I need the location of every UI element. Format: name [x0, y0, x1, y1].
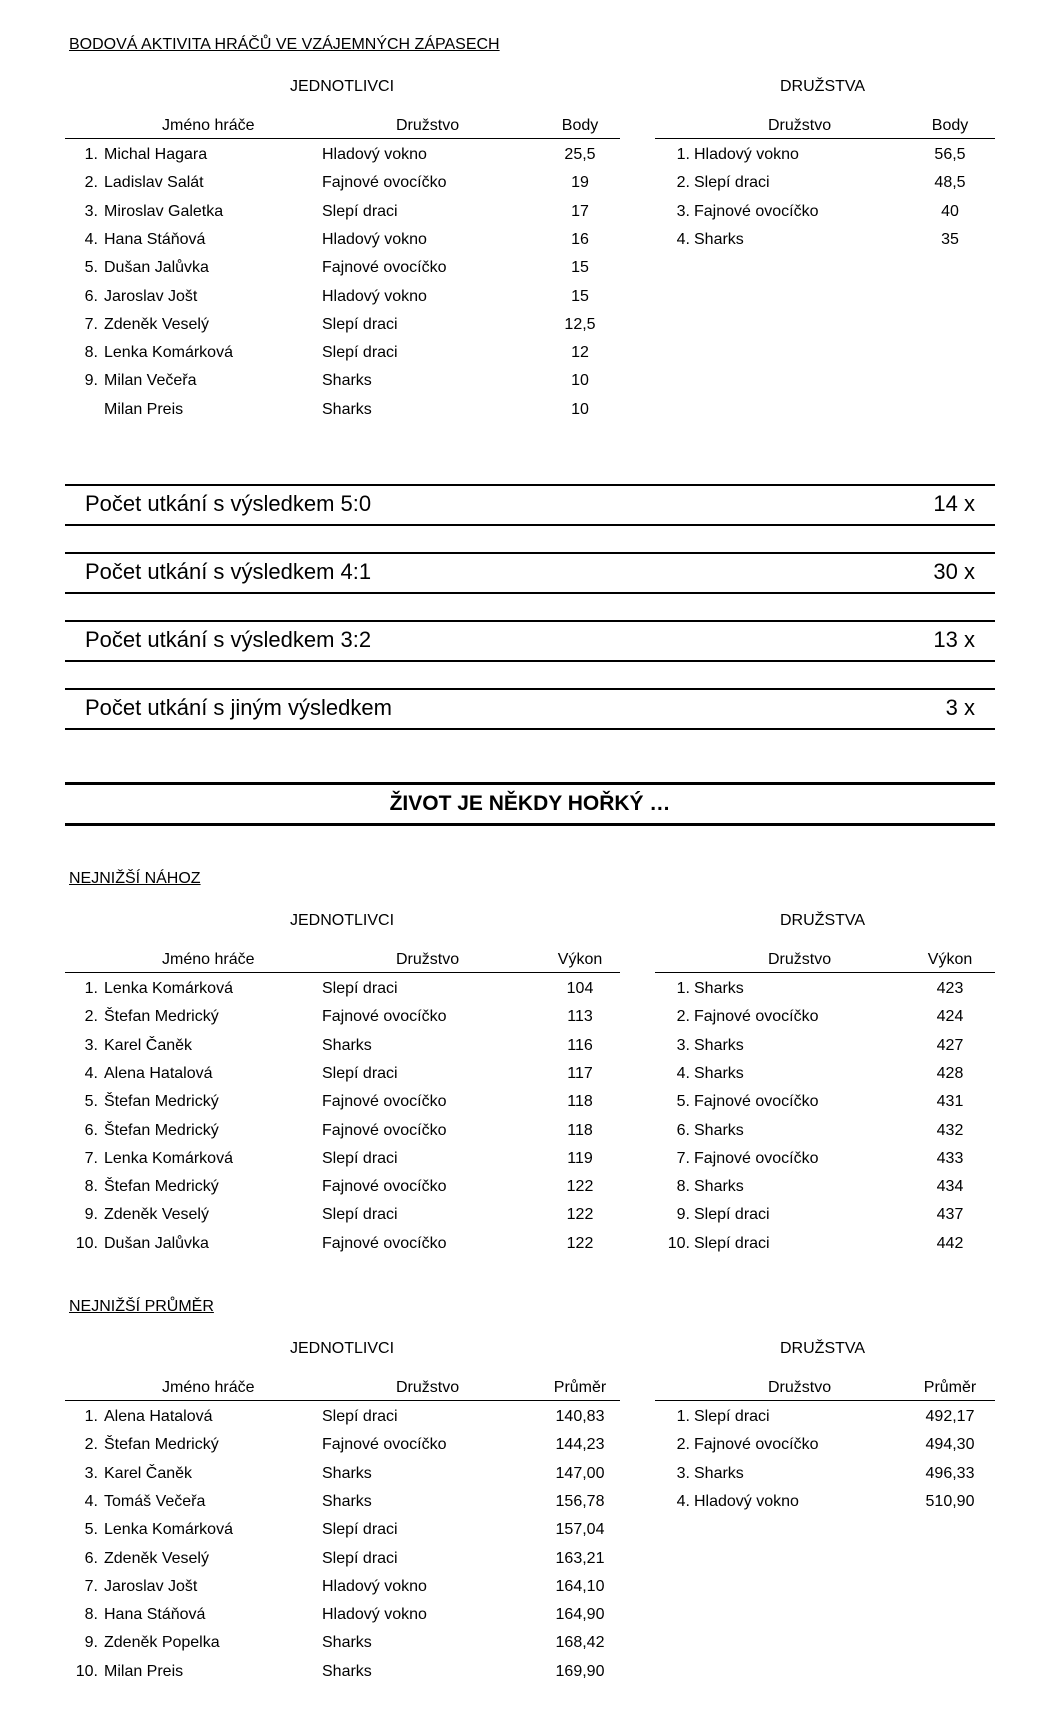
row-rank: 3.: [84, 1037, 98, 1054]
row-value: 164,90: [555, 1606, 605, 1623]
row-value: 494,30: [925, 1436, 975, 1453]
table-row: [0, 400, 620, 420]
row-value: 118: [567, 1122, 593, 1139]
team-name: Fajnové ovocíčko: [322, 1436, 447, 1453]
player-name: Lenka Komárková: [104, 1521, 233, 1538]
team-row: [0, 1177, 1000, 1197]
row-value: 10: [571, 401, 589, 418]
team-name: Slepí draci: [322, 1065, 398, 1082]
row-value: 117: [567, 1065, 593, 1082]
row-value: 156,78: [555, 1493, 605, 1510]
section-title-points: BODOVÁ AKTIVITA HRÁČŮ VE VZÁJEMNÝCH ZÁPASECH: [69, 36, 500, 53]
team-row: [0, 1036, 1000, 1056]
team-name: Sharks: [322, 372, 372, 389]
player-name: Jaroslav Jošt: [104, 288, 198, 305]
row-value: 122: [566, 1206, 594, 1223]
team-row: [0, 1407, 1000, 1427]
row-value: 19: [571, 174, 589, 191]
row-value: 164,10: [555, 1578, 605, 1595]
row-value: 122: [566, 1235, 594, 1252]
team-name: Fajnové ovocíčko: [694, 203, 819, 220]
count-value: 13 x: [933, 627, 975, 652]
table-row: [0, 287, 620, 307]
team-name: Slepí draci: [322, 203, 398, 220]
row-rank: 10.: [667, 1235, 690, 1252]
table-row: [0, 1577, 620, 1597]
count-row-5-0: [65, 484, 995, 526]
row-rank: 7.: [84, 1150, 98, 1167]
row-rank: 5.: [676, 1093, 690, 1110]
header-rule: [65, 138, 620, 139]
team-name: Hladový vokno: [322, 1606, 427, 1623]
row-value: 442: [936, 1235, 964, 1252]
table-row: [0, 258, 620, 278]
player-name: Štefan Medrický: [104, 1093, 219, 1110]
row-rank: 1.: [84, 1408, 98, 1425]
team-name: Slepí draci: [322, 980, 398, 997]
teams-title: DRUŽSTVA: [780, 1340, 866, 1357]
player-name: Dušan Jalůvka: [104, 259, 209, 276]
table-row: [0, 315, 620, 335]
row-rank: 2.: [676, 174, 690, 191]
row-value: 40: [941, 203, 959, 220]
player-name: Zdeněk Veselý: [104, 1550, 209, 1567]
row-rank: 3.: [676, 1465, 690, 1482]
team-name: Hladový vokno: [694, 146, 799, 163]
count-label: Počet utkání s výsledkem 5:0: [85, 491, 372, 516]
team-name: Sharks: [694, 980, 744, 997]
team-name: Fajnové ovocíčko: [694, 1093, 819, 1110]
row-rank: 9.: [676, 1206, 690, 1223]
row-value: 25,5: [564, 146, 596, 163]
team-name: Fajnové ovocíčko: [322, 1093, 447, 1110]
row-rank: 4.: [84, 1065, 98, 1082]
row-rank: 9.: [84, 1206, 98, 1223]
row-value: 492,17: [925, 1408, 975, 1425]
team-name: Hladový vokno: [322, 288, 427, 305]
row-value: 17: [571, 203, 589, 220]
header-rule: [65, 972, 620, 973]
row-value: 122: [566, 1178, 594, 1195]
team-name: Slepí draci: [694, 1206, 770, 1223]
team-name: Slepí draci: [322, 1206, 398, 1223]
team-name: Fajnové ovocíčko: [322, 1008, 447, 1025]
row-rank: 7.: [84, 316, 98, 333]
table-row: [0, 343, 620, 363]
player-name: Jaroslav Jošt: [104, 1578, 198, 1595]
row-value: 56,5: [934, 146, 966, 163]
row-rank: 5.: [84, 259, 98, 276]
team-name: Hladový vokno: [322, 1578, 427, 1595]
row-value: 496,33: [925, 1465, 975, 1482]
team-row: [0, 1007, 1000, 1027]
header-value: Průměr: [553, 1379, 607, 1396]
row-value: 12: [571, 344, 589, 361]
team-name: Slepí draci: [694, 174, 770, 191]
player-name: Lenka Komárková: [104, 344, 233, 361]
section-title-lowest-throw: NEJNIŽŠÍ NÁHOZ: [69, 870, 201, 887]
row-rank: 8.: [676, 1178, 690, 1195]
header-team: Družstvo: [396, 1379, 460, 1396]
player-name: Milan Večeřa: [104, 372, 197, 389]
team-name: Sharks: [694, 1465, 744, 1482]
team-name: Slepí draci: [322, 344, 398, 361]
team-row: [0, 230, 1000, 250]
header-value: Výkon: [927, 951, 973, 968]
player-name: Lenka Komárková: [104, 980, 233, 997]
team-name: Slepí draci: [322, 1150, 398, 1167]
row-value: 113: [567, 1008, 593, 1025]
team-name: Sharks: [322, 1037, 372, 1054]
player-name: Michal Hagara: [104, 146, 208, 163]
player-name: Miroslav Galetka: [104, 203, 224, 220]
header-rule: [655, 1400, 995, 1401]
row-value: 437: [936, 1206, 964, 1223]
team-name: Fajnové ovocíčko: [322, 1122, 447, 1139]
team-name: Hladový vokno: [694, 1493, 799, 1510]
row-rank: 8.: [84, 1178, 98, 1195]
count-label: Počet utkání s výsledkem 3:2: [85, 627, 372, 652]
row-rank: 8.: [84, 344, 98, 361]
header-player-name: Jméno hráče: [162, 1379, 255, 1396]
team-row: [0, 1492, 1000, 1512]
row-rank: 6.: [84, 288, 98, 305]
row-rank: 4.: [84, 231, 98, 248]
row-rank: 4.: [676, 231, 690, 248]
player-name: Karel Čaněk: [104, 1037, 193, 1054]
player-name: Tomáš Večeřa: [104, 1493, 206, 1510]
row-value: 431: [936, 1093, 964, 1110]
team-name: Sharks: [322, 1663, 372, 1680]
row-value: 140,83: [555, 1408, 605, 1425]
player-name: Alena Hatalová: [104, 1065, 213, 1082]
player-name: Milan Preis: [104, 1663, 184, 1680]
row-value: 168,42: [555, 1634, 605, 1651]
row-rank: 3.: [676, 1037, 690, 1054]
team-name: Sharks: [322, 1634, 372, 1651]
header-team: Družstvo: [396, 117, 460, 134]
teams-title: DRUŽSTVA: [780, 912, 866, 929]
player-name: Milan Preis: [104, 401, 184, 418]
row-rank: 9.: [84, 1634, 98, 1651]
row-rank: 2.: [676, 1008, 690, 1025]
team-row: [0, 145, 1000, 165]
team-row: [0, 1092, 1000, 1112]
team-name: Fajnové ovocíčko: [322, 1235, 447, 1252]
row-rank: 3.: [84, 1465, 98, 1482]
team-name: Fajnové ovocíčko: [694, 1436, 819, 1453]
row-value: 428: [936, 1065, 964, 1082]
team-row: [0, 202, 1000, 222]
row-value: 48,5: [934, 174, 966, 191]
row-rank: 2.: [84, 1008, 98, 1025]
team-name: Sharks: [694, 1178, 744, 1195]
header-value: Body: [931, 117, 969, 134]
player-name: Zdeněk Veselý: [104, 1206, 209, 1223]
table-row: [0, 1520, 620, 1540]
team-row: [0, 173, 1000, 193]
row-rank: 7.: [84, 1578, 98, 1595]
row-value: 147,00: [555, 1465, 605, 1482]
team-row: [0, 979, 1000, 999]
player-name: Štefan Medrický: [104, 1436, 219, 1453]
player-name: Zdeněk Veselý: [104, 316, 209, 333]
count-value: 14 x: [933, 491, 975, 516]
team-name: Fajnové ovocíčko: [694, 1150, 819, 1167]
count-label: Počet utkání s jiným výsledkem: [85, 695, 392, 720]
player-name: Štefan Medrický: [104, 1178, 219, 1195]
row-rank: 8.: [84, 1606, 98, 1623]
row-rank: 4.: [676, 1065, 690, 1082]
team-name: Fajnové ovocíčko: [322, 1178, 447, 1195]
row-rank: 10.: [75, 1663, 98, 1680]
player-name: Lenka Komárková: [104, 1150, 233, 1167]
team-name: Sharks: [322, 1465, 372, 1482]
team-row: [0, 1121, 1000, 1141]
row-value: 104: [566, 980, 594, 997]
team-name: Hladový vokno: [322, 146, 427, 163]
player-name: Alena Hatalová: [104, 1408, 213, 1425]
player-name: Dušan Jalůvka: [104, 1235, 209, 1252]
individuals-title: JEDNOTLIVCI: [290, 912, 395, 929]
row-rank: 1.: [676, 1408, 690, 1425]
team-name: Fajnové ovocíčko: [322, 174, 447, 191]
table-row: [0, 1549, 620, 1569]
row-rank: 4.: [84, 1493, 98, 1510]
team-row: [0, 1149, 1000, 1169]
row-value: 118: [567, 1093, 593, 1110]
player-name: Štefan Medrický: [104, 1122, 219, 1139]
row-value: 35: [941, 231, 959, 248]
row-rank: 10.: [75, 1235, 98, 1252]
row-rank: 5.: [84, 1521, 98, 1538]
count-row-4-1: [65, 552, 995, 594]
row-rank: 4.: [676, 1493, 690, 1510]
player-name: Štefan Medrický: [104, 1008, 219, 1025]
row-value: 169,90: [555, 1663, 605, 1680]
row-value: 16: [571, 231, 589, 248]
header-team: Družstvo: [768, 117, 832, 134]
player-name: Hana Stáňová: [104, 1606, 206, 1623]
row-value: 10: [571, 372, 589, 389]
row-value: 434: [936, 1178, 964, 1195]
team-row: [0, 1064, 1000, 1084]
row-rank: 3.: [676, 203, 690, 220]
count-row-other: [65, 688, 995, 730]
row-value: 424: [936, 1008, 964, 1025]
row-value: 12,5: [564, 316, 596, 333]
row-rank: 1.: [676, 146, 690, 163]
player-name: Karel Čaněk: [104, 1465, 193, 1482]
row-value: 427: [936, 1037, 964, 1054]
header-rule: [655, 972, 995, 973]
header-rule: [65, 1400, 620, 1401]
row-value: 15: [571, 288, 589, 305]
team-name: Slepí draci: [322, 1408, 398, 1425]
team-name: Slepí draci: [322, 1521, 398, 1538]
team-name: Slepí draci: [322, 1550, 398, 1567]
row-rank: 7.: [676, 1150, 690, 1167]
row-rank: 3.: [84, 203, 98, 220]
table-row: [0, 1633, 620, 1653]
row-value: 119: [567, 1150, 593, 1167]
table-row: [0, 371, 620, 391]
team-name: Sharks: [694, 1037, 744, 1054]
table-row: [0, 1605, 620, 1625]
team-name: Sharks: [694, 1065, 744, 1082]
row-value: 163,21: [555, 1550, 605, 1567]
player-name: Ladislav Salát: [104, 174, 204, 191]
count-value: 3 x: [945, 695, 975, 720]
header-player-name: Jméno hráče: [162, 951, 255, 968]
player-name: Hana Stáňová: [104, 231, 206, 248]
team-name: Hladový vokno: [322, 231, 427, 248]
row-rank: 2.: [676, 1436, 690, 1453]
team-name: Fajnové ovocíčko: [322, 259, 447, 276]
row-rank: 5.: [84, 1093, 98, 1110]
count-value: 30 x: [933, 559, 975, 584]
row-rank: 9.: [84, 372, 98, 389]
row-rank: 1.: [84, 146, 98, 163]
row-value: 15: [571, 259, 589, 276]
team-name: Sharks: [322, 401, 372, 418]
row-value: 144,23: [555, 1436, 605, 1453]
row-value: 432: [936, 1122, 964, 1139]
row-rank: 6.: [676, 1122, 690, 1139]
teams-title: DRUŽSTVA: [780, 78, 866, 95]
count-label: Počet utkání s výsledkem 4:1: [85, 559, 372, 584]
team-row: [0, 1234, 1000, 1254]
row-rank: 1.: [84, 980, 98, 997]
team-row: [0, 1205, 1000, 1225]
header-player-name: Jméno hráče: [162, 117, 255, 134]
header-value: Průměr: [923, 1379, 977, 1396]
row-value: 510,90: [925, 1493, 975, 1510]
row-value: 157,04: [555, 1521, 605, 1538]
team-name: Fajnové ovocíčko: [694, 1008, 819, 1025]
team-name: Sharks: [694, 231, 744, 248]
header-value: Výkon: [557, 951, 603, 968]
banner-heading: ŽIVOT JE NĚKDY HOŘKÝ …: [65, 782, 995, 826]
team-row: [0, 1435, 1000, 1455]
team-name: Sharks: [694, 1122, 744, 1139]
row-rank: 6.: [84, 1550, 98, 1567]
row-rank: 1.: [676, 980, 690, 997]
row-value: 433: [936, 1150, 964, 1167]
count-row-3-2: [65, 620, 995, 662]
team-row: [0, 1464, 1000, 1484]
individuals-title: JEDNOTLIVCI: [290, 1340, 395, 1357]
team-name: Sharks: [322, 1493, 372, 1510]
header-rule: [655, 138, 995, 139]
team-name: Slepí draci: [694, 1408, 770, 1425]
individuals-title: JEDNOTLIVCI: [290, 78, 395, 95]
header-team: Družstvo: [768, 951, 832, 968]
row-value: 423: [936, 980, 964, 997]
row-rank: 2.: [84, 1436, 98, 1453]
header-team: Družstvo: [768, 1379, 832, 1396]
header-value: Body: [561, 117, 599, 134]
header-team: Družstvo: [396, 951, 460, 968]
team-name: Slepí draci: [694, 1235, 770, 1252]
section-title-lowest-average: NEJNIŽŠÍ PRŮMĚR: [69, 1298, 214, 1315]
row-value: 116: [567, 1037, 593, 1054]
team-name: Slepí draci: [322, 316, 398, 333]
player-name: Zdeněk Popelka: [104, 1634, 220, 1651]
row-rank: 2.: [84, 174, 98, 191]
row-rank: 6.: [84, 1122, 98, 1139]
table-row: [0, 1662, 620, 1682]
